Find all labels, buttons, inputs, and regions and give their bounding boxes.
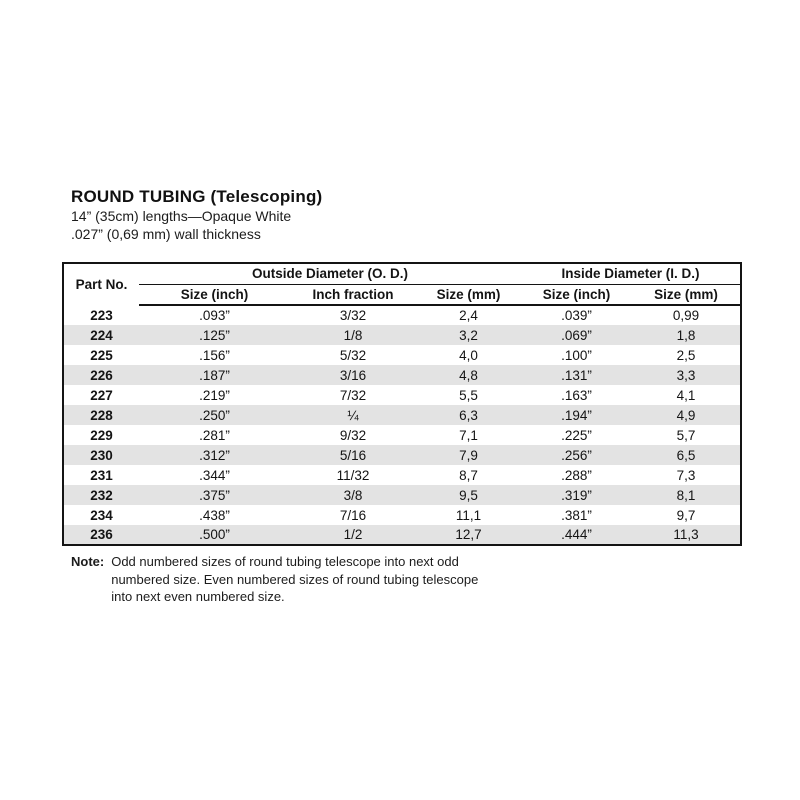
- cell-part-no: 226: [90, 367, 113, 383]
- subtitle-lengths: 14” (35cm) lengths—Opaque White: [71, 208, 292, 224]
- cell-id-size-inch: .039”: [561, 308, 592, 323]
- cell-od-size-mm: 6,3: [459, 407, 478, 423]
- cell-part-no: 225: [90, 347, 113, 363]
- cell-part-no: 236: [90, 527, 113, 542]
- cell-od-inch-fraction: 11/32: [336, 467, 370, 483]
- cell-od-size-inch: .187”: [199, 367, 230, 383]
- cell-part-no: 230: [90, 447, 113, 463]
- cell-id-size-mm: 4,9: [676, 407, 696, 423]
- column-group-inside-diameter: Inside Diameter (I. D.): [521, 263, 741, 284]
- cell-od-size-inch: .125”: [199, 327, 230, 343]
- cell-od-inch-fraction: 5/16: [339, 447, 367, 463]
- cell-od-size-mm: 11,1: [455, 507, 482, 523]
- table-row: [63, 385, 741, 405]
- cell-id-size-mm: 0,99: [672, 308, 700, 323]
- note-text: Odd numbered sizes of round tubing telescope into next odd numbered size. Even numbered sizes of round tubing telescope into next even numbered size.: [111, 554, 479, 604]
- table-row: [63, 485, 741, 505]
- column-header-id-size-mm: Size (mm): [632, 284, 741, 305]
- table-row: [63, 525, 741, 545]
- table-row: [63, 405, 741, 425]
- cell-part-no: 227: [90, 387, 113, 403]
- subtitle-wall-thickness: .027” (0,69 mm) wall thickness: [71, 226, 261, 242]
- cell-id-size-mm: 11,3: [673, 527, 699, 542]
- column-header-id-size-inch: Size (inch): [521, 284, 632, 305]
- table-body: [63, 305, 741, 545]
- cell-od-inch-fraction: 3/8: [343, 487, 363, 503]
- cell-part-no: 231: [90, 467, 113, 483]
- cell-id-size-inch: .100”: [561, 347, 592, 363]
- cell-od-size-mm: 3,2: [459, 327, 478, 343]
- cell-od-size-mm: 8,7: [459, 467, 478, 483]
- cell-od-inch-fraction: 7/16: [339, 507, 367, 523]
- cell-od-size-mm: 7,9: [459, 447, 478, 463]
- table-row: [63, 325, 741, 345]
- cell-part-no: 223: [90, 307, 113, 323]
- cell-id-size-mm: 9,7: [676, 507, 696, 523]
- column-header-part-no: Part No.: [75, 277, 128, 292]
- cell-part-no: 228: [90, 407, 113, 423]
- cell-id-size-inch: .225”: [561, 427, 592, 443]
- cell-od-size-mm: 2,4: [459, 308, 478, 323]
- cell-od-size-mm: 5,5: [459, 387, 478, 403]
- cell-id-size-inch: .194”: [561, 407, 592, 423]
- cell-od-size-inch: .375”: [199, 487, 230, 503]
- table-header: [63, 263, 741, 305]
- column-header-od-inch-fraction: Inch fraction: [290, 284, 416, 305]
- cell-id-size-mm: 1,8: [676, 327, 696, 343]
- cell-id-size-inch: .319”: [561, 487, 592, 503]
- cell-od-inch-fraction: 1/8: [343, 327, 363, 343]
- cell-od-inch-fraction: 3/16: [339, 367, 367, 383]
- cell-od-inch-fraction: 1/2: [343, 527, 363, 542]
- page-title: ROUND TUBING (Telescoping): [71, 187, 323, 206]
- cell-od-size-mm: 7,1: [459, 427, 478, 443]
- cell-od-size-mm: 9,5: [459, 487, 478, 503]
- table-row: [63, 365, 741, 385]
- cell-id-size-mm: 2,5: [676, 347, 696, 363]
- cell-od-size-inch: .312”: [199, 447, 230, 463]
- cell-od-size-mm: 4,0: [459, 347, 478, 363]
- cell-id-size-mm: 4,1: [676, 387, 696, 403]
- cell-od-inch-fraction: 3/32: [339, 308, 367, 323]
- cell-part-no: 234: [90, 507, 113, 523]
- cell-part-no: 232: [90, 487, 113, 503]
- cell-od-size-inch: .281”: [199, 427, 230, 443]
- cell-od-size-inch: .438”: [199, 507, 230, 523]
- cell-id-size-inch: .069”: [561, 327, 592, 343]
- cell-od-size-inch: .250”: [199, 407, 230, 423]
- cell-id-size-mm: 3,3: [676, 367, 696, 383]
- cell-id-size-inch: .381”: [561, 507, 592, 523]
- table-row: [63, 505, 741, 525]
- cell-id-size-mm: 6,5: [676, 447, 696, 463]
- tubing-spec-table: [62, 262, 742, 546]
- cell-od-inch-fraction: 5/32: [339, 347, 367, 363]
- note-label: Note:: [71, 554, 105, 569]
- cell-od-size-inch: .156”: [199, 347, 230, 363]
- cell-id-size-mm: 7,3: [676, 467, 696, 483]
- table-row: [63, 305, 741, 325]
- cell-part-no: 224: [90, 327, 113, 343]
- note-block: [71, 553, 483, 606]
- table-row: [63, 445, 741, 465]
- cell-id-size-inch: .288”: [561, 467, 592, 483]
- cell-od-inch-fraction: ¼: [347, 407, 359, 423]
- cell-id-size-inch: .444”: [561, 527, 592, 542]
- cell-id-size-mm: 5,7: [676, 427, 696, 443]
- cell-id-size-inch: .163”: [561, 387, 592, 403]
- cell-od-size-inch: .500”: [199, 527, 230, 542]
- cell-od-inch-fraction: 7/32: [339, 387, 367, 403]
- cell-part-no: 229: [90, 427, 113, 443]
- column-header-od-size-inch: Size (inch): [139, 284, 290, 305]
- cell-od-inch-fraction: 9/32: [339, 427, 367, 443]
- column-header-od-size-mm: Size (mm): [416, 284, 521, 305]
- cell-od-size-inch: .093”: [199, 308, 230, 323]
- column-group-outside-diameter: Outside Diameter (O. D.): [139, 263, 521, 284]
- cell-id-size-mm: 8,1: [676, 487, 696, 503]
- title-block: [71, 186, 322, 243]
- cell-id-size-inch: .256”: [561, 447, 592, 463]
- cell-od-size-inch: .344”: [199, 467, 230, 483]
- cell-od-size-mm: 4,8: [459, 367, 478, 383]
- table-row: [63, 345, 741, 365]
- cell-id-size-inch: .131”: [561, 367, 592, 383]
- table-row: [63, 425, 741, 445]
- table-row: [63, 465, 741, 485]
- cell-od-size-mm: 12,7: [455, 527, 482, 542]
- cell-od-size-inch: .219”: [199, 387, 230, 403]
